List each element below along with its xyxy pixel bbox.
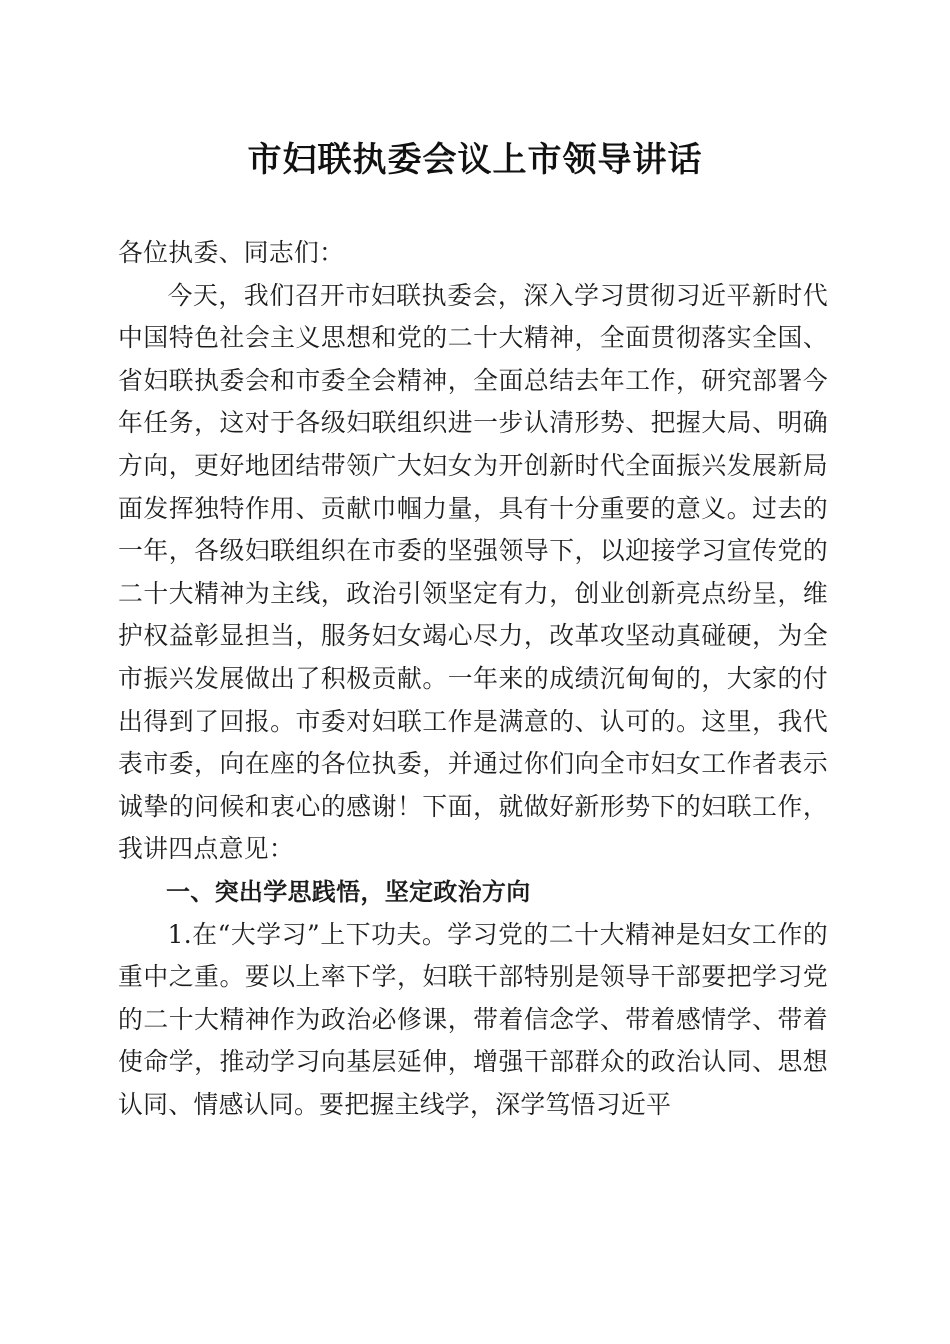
document-body — [118, 232, 828, 1126]
section-heading: 一、突出学思践悟，坚定政治方向 — [166, 877, 531, 906]
paragraph: 1.在“大学习”上下功夫。学习党的二十大精神是妇女工作的重中之重。要以上率下学，妇联干部特别是领导干部要把学习党的二十大精神作为政治必修课，带着信念学、带着感情学、带着使命学，推动学习向基层延伸，增强干部群众的政治认同、思想认同、情感认同。要把握主线学，深学笃悟习近平 — [118, 919, 828, 1119]
paragraph: 今天，我们召开市妇联执委会，深入学习贯彻习近平新时代中国特色社会主义思想和党的二十大精神，全面贯彻落实全国、省妇联执委会和市委全会精神，全面总结去年工作，研究部署今年任务，这对于各级妇联组织进一步认清形势、把握大局、明确方向，更好地团结带领广大妇女为开创新时代全面振兴发展新局面发挥独特作用、贡献巾帼力量，具有十分重要的意义。过去的一年，各级妇联组织在市委的坚强领导下，以迎接学习宣传党的二十大精神为主线，政治引领坚定有力，创业创新亮点纷呈，维护权益彰显担当，服务妇女竭心尽力，改革攻坚动真碰硬，为全市振兴发展做出了积极贡献。一年来的成绩沉甸甸的，大家的付出得到了回报。市委对妇联工作是满意的、认可的。这里，我代表市委，向在座的各位执委，并通过你们向全市妇女工作者表示诚挚的问候和衷心的感谢！下面，就做好新形势下的妇联工作，我讲四点意见： — [118, 280, 828, 864]
salutation: 各位执委、同志们： — [118, 238, 345, 267]
document-title: 市妇联执委会议上市领导讲话 — [247, 140, 703, 180]
